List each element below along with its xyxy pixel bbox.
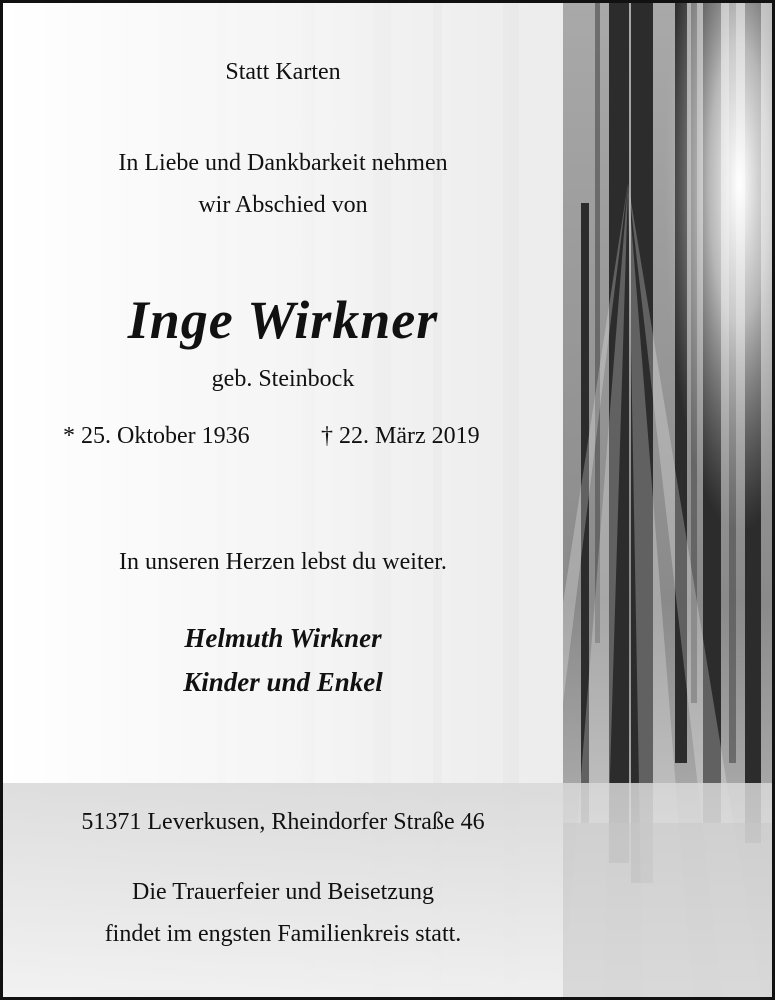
statt-karten-heading: Statt Karten: [225, 59, 341, 85]
birth-date: * 25. Oktober 1936: [63, 423, 250, 449]
intro-line-2: wir Abschied von: [198, 192, 368, 218]
death-date: † 22. März 2019: [321, 423, 480, 449]
life-dates: [3, 423, 563, 459]
mourner-line-2: Kinder und Enkel: [183, 667, 383, 697]
address: 51371 Leverkusen, Rheindorfer Straße 46: [81, 809, 485, 835]
intro-line-1: In Liebe und Dankbarkeit nehmen: [118, 150, 448, 176]
notice-line-2: findet im engsten Familienkreis statt.: [104, 921, 462, 947]
motto: In unseren Herzen lebst du weiter.: [119, 549, 447, 575]
deceased-name: Inge Wirkner: [127, 290, 439, 350]
mourner-line-1: Helmuth Wirkner: [184, 623, 382, 653]
birth-name: geb. Steinbock: [211, 366, 355, 392]
notice-line-1: Die Trauerfeier und Beisetzung: [132, 879, 434, 905]
